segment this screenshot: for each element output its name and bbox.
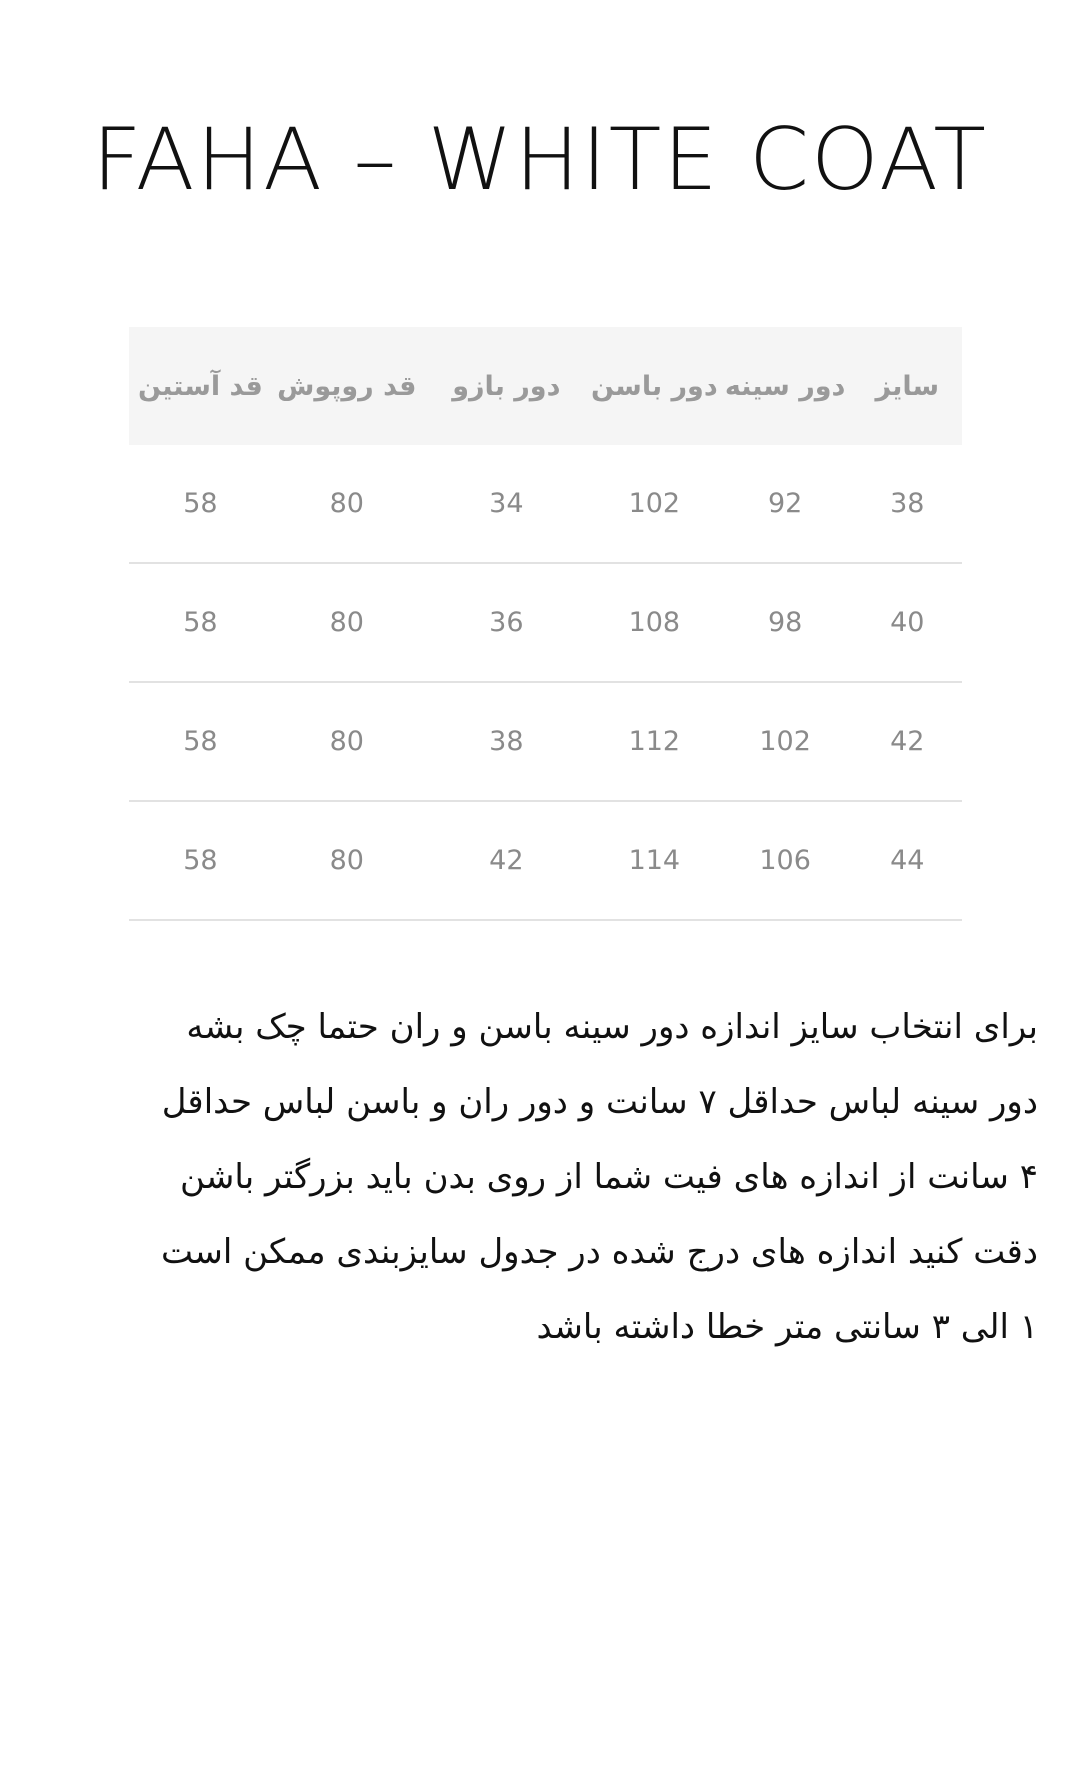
cell-hip: 112 [591,682,718,801]
cell-size: 38 [853,445,962,563]
note-line: ۱ الی ۳ سانتی متر خطا داشته باشد [536,1307,1038,1347]
header-arm: دور بازو [422,327,591,445]
cell-coat-length: 80 [272,445,422,563]
page-title: FAHA – WHITE COAT [92,110,988,210]
cell-arm: 34 [422,445,591,563]
note-line: دور سینه لباس حداقل ۷ سانت و دور ران و باسن لباس حداقل [161,1082,1038,1122]
cell-sleeve-length: 58 [129,801,272,920]
cell-arm: 36 [422,563,591,682]
cell-hip: 102 [591,445,718,563]
cell-arm: 38 [422,682,591,801]
note-line: ۴ سانت از اندازه های فیت شما از روی بدن باید بزرگتر باشن [179,1157,1038,1197]
table-row [129,682,962,801]
cell-hip: 108 [591,563,718,682]
size-chart-header [129,327,962,445]
cell-sleeve-length: 58 [129,563,272,682]
cell-hip: 114 [591,801,718,920]
header-chest: دور سینه [718,327,853,445]
header-row [129,327,962,445]
table-row [129,801,962,920]
cell-chest: 106 [718,801,853,920]
cell-chest: 98 [718,563,853,682]
cell-coat-length: 80 [272,563,422,682]
cell-arm: 42 [422,801,591,920]
note-line: برای انتخاب سایز اندازه دور سینه باسن و ران حتما چک بشه [186,1007,1038,1047]
cell-coat-length: 80 [272,682,422,801]
table-row [129,563,962,682]
header-sleeve-length: قد آستین [129,327,272,445]
cell-size: 40 [853,563,962,682]
header-size: سایز [853,327,962,445]
size-chart-table [129,327,962,921]
header-coat-length: قد روپوش [272,327,422,445]
cell-chest: 102 [718,682,853,801]
cell-size: 44 [853,801,962,920]
cell-coat-length: 80 [272,801,422,920]
header-hip: دور باسن [591,327,718,445]
cell-size: 42 [853,682,962,801]
cell-sleeve-length: 58 [129,445,272,563]
note-line: دقت کنید اندازه های درج شده در جدول سایزبندی ممکن است [160,1232,1038,1272]
cell-chest: 92 [718,445,853,563]
sizing-notes [38,990,1038,1365]
table-row [129,445,962,563]
cell-sleeve-length: 58 [129,682,272,801]
size-chart-body [129,445,962,920]
